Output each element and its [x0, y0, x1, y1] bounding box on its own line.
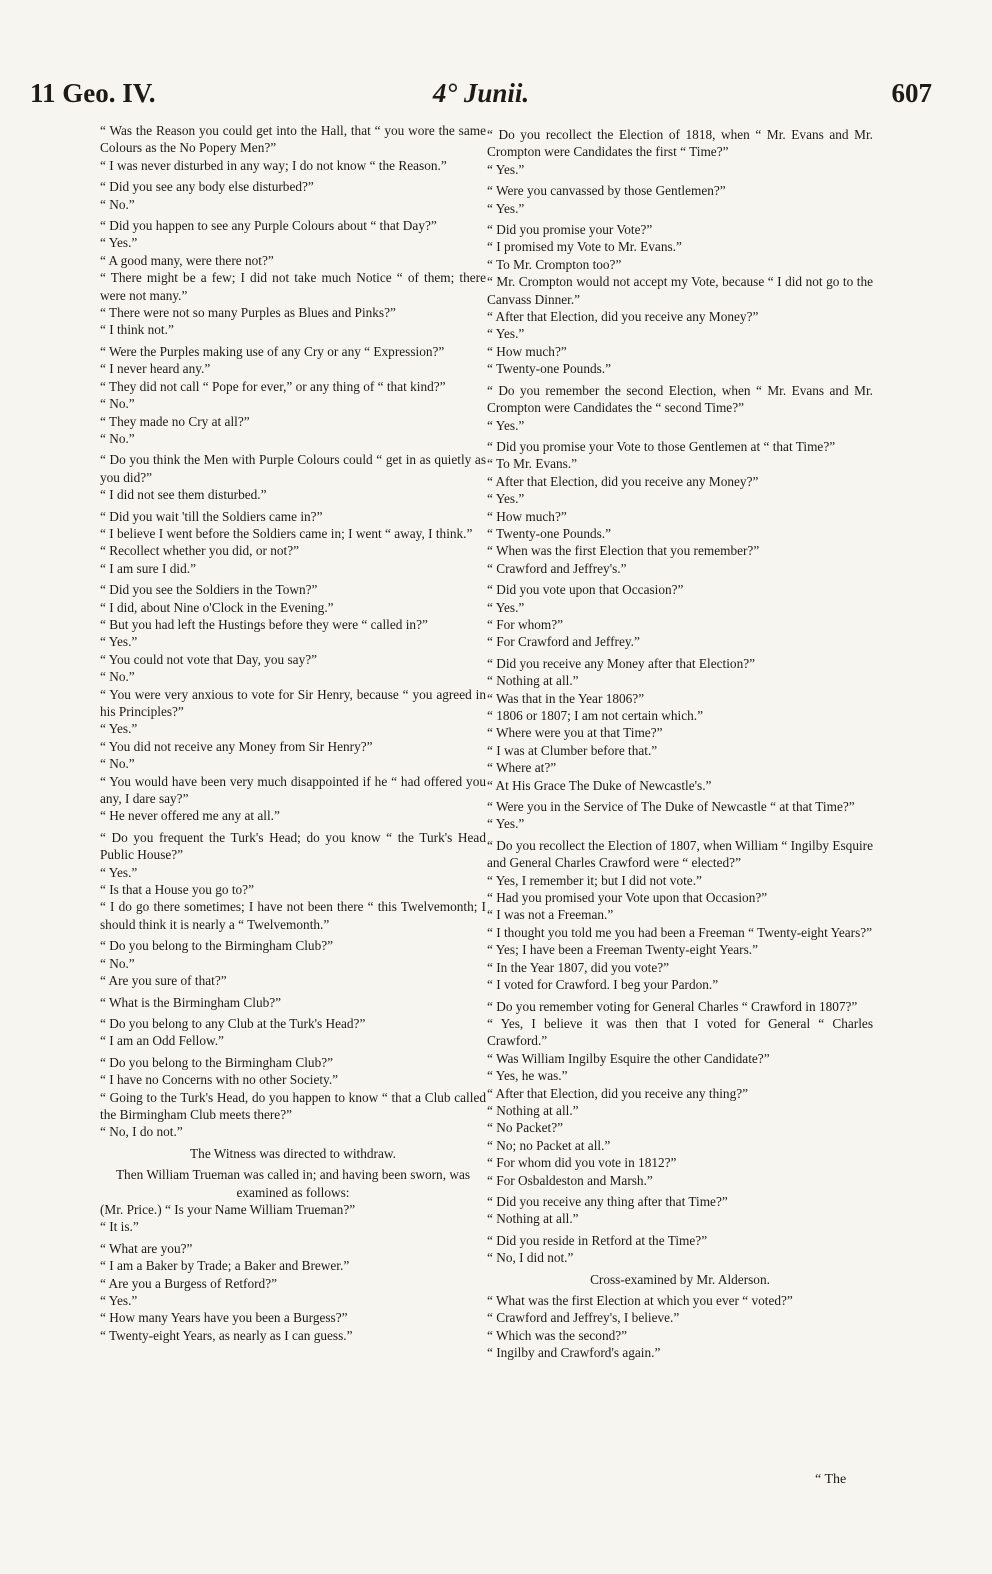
testimony-line: “ You would have been very much disappointed if he “ had offered you any, I dare say?”: [100, 773, 486, 807]
testimony-line: “ I have no Concerns with no other Society.”: [100, 1072, 339, 1088]
testimony-line: “ Twenty-eight Years, as nearly as I can guess.”: [100, 1327, 353, 1343]
testimony-line: “ Did you see any body else disturbed?”: [100, 179, 314, 195]
testimony-line: “ Yes.”: [100, 634, 138, 650]
testimony-line: “ I believe I went before the Soldiers came in; I went “ away, I think.”: [100, 525, 473, 541]
testimony-line: “ Were you canvassed by those Gentlemen?”: [487, 183, 726, 199]
testimony-line: “ No.”: [100, 756, 135, 772]
testimony-line: “ You could not vote that Day, you say?”: [100, 651, 318, 667]
testimony-line: “ What is the Birmingham Club?”: [100, 994, 282, 1010]
testimony-line: “ I am sure I did.”: [100, 560, 196, 576]
testimony-line: “ Recollect whether you did, or not?”: [100, 543, 300, 559]
testimony-line: “ Are you sure of that?”: [100, 973, 227, 989]
testimony-line: “ Are you a Burgess of Retford?”: [100, 1275, 277, 1291]
testimony-line: “ Do you remember the second Election, when “ Mr. Evans and Mr. Crompton were Candidates the “ second Time?”: [487, 382, 873, 416]
testimony-line: “ Do you remember voting for General Charles “ Crawford in 1807?”: [487, 998, 858, 1014]
testimony-line: “ Yes.”: [487, 417, 525, 433]
page-header: [30, 70, 932, 114]
testimony-line: “ I never heard any.”: [100, 361, 211, 377]
testimony-line: “ Had you promised your Vote upon that Occasion?”: [487, 890, 768, 906]
testimony-line: “ It is.”: [100, 1219, 139, 1235]
testimony-line: “ You were very anxious to vote for Sir Henry, because “ you agreed in his Principles?”: [100, 686, 486, 719]
testimony-line: “ I voted for Crawford. I beg your Pardon.”: [487, 977, 719, 993]
testimony-line: “ Yes.”: [487, 161, 525, 177]
testimony-line: “ They made no Cry at all?”: [100, 413, 250, 429]
testimony-line: “ Do you frequent the Turk's Head; do you know “ the Turk's Head Public House?”: [100, 829, 486, 863]
testimony-line: “ Do you recollect the Election of 1818, when “ Mr. Evans and Mr. Crompton were Candidates the first “ Time?”: [487, 127, 873, 160]
testimony-line: “ No, I do not.”: [100, 1124, 183, 1140]
testimony-line: “ Yes.”: [100, 1293, 138, 1308]
testimony-line: “ Did you wait 'till the Soldiers came in?”: [100, 508, 323, 524]
testimony-line: “ Mr. Crompton would not accept my Vote, because “ I did not go to the Canvass Dinner.”: [487, 274, 873, 307]
testimony-line: “ For Crawford and Jeffrey.”: [487, 634, 640, 650]
testimony-line: “ Yes.”: [487, 326, 525, 342]
testimony-line: “ There might be a few; I did not take much Notice “ of them; there were not many.”: [100, 270, 486, 303]
testimony-line: “ I did not see them disturbed.”: [100, 487, 267, 503]
right-column: [487, 122, 873, 1362]
testimony-line: “ I am an Odd Fellow.”: [100, 1033, 224, 1049]
testimony-line: “ Do you recollect the Election of 1807, when William “ Ingilby Esquire and General Charles Crawford were “ elected?”: [487, 837, 873, 871]
testimony-line: “ No.”: [100, 955, 135, 971]
testimony-line: “ I do go there sometimes; I have not been there “ this Twelvemonth; I should think it is nearly a “ Twelvemonth.”: [100, 899, 486, 932]
testimony-line: “ No.”: [100, 396, 135, 412]
testimony-line: “ Nothing at all.”: [487, 1211, 579, 1227]
testimony-line: “ No, I did not.”: [487, 1250, 574, 1266]
testimony-line: “ 1806 or 1807; I am not certain which.”: [487, 708, 704, 723]
testimony-line: “ When was the first Election that you remember?”: [487, 543, 760, 559]
testimony-line: “ Do you belong to any Club at the Turk's Head?”: [100, 1015, 366, 1031]
testimony-line: “ To Mr. Evans.”: [487, 456, 578, 472]
testimony-line: “ Yes, he was.”: [487, 1068, 568, 1084]
testimony-line: “ Did you happen to see any Purple Colours about “ that Day?”: [100, 218, 437, 234]
testimony-line: “ No Packet?”: [487, 1120, 564, 1136]
testimony-line: “ Twenty-one Pounds.”: [487, 525, 612, 541]
header-regnal-year: 11 Geo. IV.: [30, 78, 156, 108]
testimony-line: “ Ingilby and Crawford's again.”: [487, 1345, 661, 1361]
testimony-line: “ I think not.”: [100, 322, 174, 338]
testimony-line: “ Was William Ingilby Esquire the other Candidate?”: [487, 1050, 770, 1066]
testimony-line: “ Were the Purples making use of any Cry or any “ Expression?”: [100, 343, 445, 359]
testimony-line: “ They did not call “ Pope for ever,” or any thing of “ that kind?”: [100, 378, 446, 394]
testimony-line: “ I was never disturbed in any way; I do not know “ the Reason.”: [100, 157, 447, 173]
header-date: 4° Junii.: [432, 78, 530, 108]
testimony-line: “ Yes.”: [487, 599, 525, 615]
testimony-line: “ Yes.”: [487, 200, 525, 216]
testimony-line: “ I am a Baker by Trade; a Baker and Brewer.”: [100, 1258, 350, 1274]
testimony-line: “ Going to the Turk's Head, do you happen to know “ that a Club called the Birmingham Club meets there?”: [100, 1089, 486, 1122]
testimony-line: “ How much?”: [487, 508, 567, 524]
testimony-line: “ Nothing at all.”: [487, 1102, 579, 1118]
testimony-line: “ Nothing at all.”: [487, 673, 579, 689]
testimony-line: (Mr. Price.) “ Is your Name William Trueman?”: [100, 1201, 356, 1217]
testimony-line: “ No.”: [100, 669, 135, 685]
testimony-line: “ At His Grace The Duke of Newcastle's.”: [487, 777, 712, 793]
testimony-line: “ I was not a Freeman.”: [487, 907, 614, 923]
testimony-line: “ For whom did you vote in 1812?”: [487, 1155, 677, 1171]
testimony-line: “ Yes.”: [100, 864, 138, 880]
testimony-line: “ Do you belong to the Birmingham Club?”: [100, 938, 334, 954]
testimony-line: “ Where at?”: [487, 760, 557, 776]
testimony-line: “ Did you see the Soldiers in the Town?”: [100, 582, 318, 598]
testimony-line: “ How much?”: [487, 343, 567, 359]
testimony-line: “ I thought you told me you had been a Freeman “ Twenty-eight Years?”: [487, 924, 873, 940]
testimony-line: Then William Trueman was called in; and having been sworn, was examined as follows:: [115, 1167, 471, 1200]
testimony-line: “ Do you think the Men with Purple Colours could “ get in as quietly as you did?”: [100, 452, 486, 485]
testimony-line: Cross-examined by Mr. Alderson.: [590, 1271, 770, 1287]
testimony-line: “ In the Year 1807, did you vote?”: [487, 959, 670, 975]
testimony-line: “ What was the first Election at which you ever “ voted?”: [487, 1293, 793, 1308]
testimony-line: “ He never offered me any at all.”: [100, 808, 280, 824]
testimony-line: “ Was the Reason you could get into the Hall, that “ you wore the same Colours as the No Popery Men?”: [100, 123, 486, 156]
testimony-line: “ But you had left the Hustings before they were “ called in?”: [100, 616, 428, 632]
testimony-line: “ Yes, I remember it; but I did not vote.”: [487, 872, 702, 888]
testimony-line: “ After that Election, did you receive any Money?”: [487, 473, 759, 489]
testimony-line: “ Did you promise your Vote?”: [487, 222, 653, 238]
testimony-line: “ Yes; I have been a Freeman Twenty-eight Years.”: [487, 942, 758, 958]
testimony-line: “ No.”: [100, 430, 135, 446]
testimony-line: “ I promised my Vote to Mr. Evans.”: [487, 239, 682, 255]
testimony-line: “ Was that in the Year 1806?”: [487, 690, 645, 706]
testimony-line: “ Were you in the Service of The Duke of Newcastle “ at that Time?”: [487, 799, 855, 815]
testimony-line: “ No; no Packet at all.”: [487, 1137, 611, 1153]
testimony-line: “ Crawford and Jeffrey's, I believe.”: [487, 1310, 680, 1326]
testimony-line: “ For whom?”: [487, 616, 564, 632]
testimony-line: “ Which was the second?”: [487, 1327, 628, 1343]
testimony-line: “ For Osbaldeston and Marsh.”: [487, 1172, 653, 1188]
testimony-line: “ Yes.”: [100, 235, 138, 251]
testimony-line: “ No.”: [100, 196, 135, 212]
testimony-line: “ Did you vote upon that Occasion?”: [487, 582, 684, 598]
testimony-line: “ I was at Clumber before that.”: [487, 742, 658, 758]
testimony-line: “ Yes.”: [100, 721, 138, 737]
testimony-line: “ After that Election, did you receive any Money?”: [487, 309, 759, 325]
testimony-line: “ Do you belong to the Birmingham Club?”: [100, 1054, 334, 1070]
catchword: “ The: [815, 1472, 847, 1487]
page-number: 607: [891, 78, 932, 108]
testimony-line: “ I did, about Nine o'Clock in the Evening.”: [100, 599, 334, 615]
testimony-line: “ Yes, I believe it was then that I voted for General “ Charles Crawford.”: [487, 1015, 873, 1049]
testimony-line: “ To Mr. Crompton too?”: [487, 256, 622, 272]
testimony-line: “ Crawford and Jeffrey's.”: [487, 560, 627, 576]
left-column: [100, 122, 486, 1344]
testimony-line: “ You did not receive any Money from Sir Henry?”: [100, 738, 373, 754]
testimony-line: “ Is that a House you go to?”: [100, 882, 254, 898]
testimony-line: “ There were not so many Purples as Blues and Pinks?”: [100, 305, 396, 321]
testimony-line: “ How many Years have you been a Burgess?”: [100, 1310, 348, 1326]
testimony-line: “ Twenty-one Pounds.”: [487, 361, 612, 377]
testimony-line: The Witness was directed to withdraw.: [190, 1145, 396, 1161]
testimony-line: “ What are you?”: [100, 1240, 193, 1256]
testimony-line: “ Yes.”: [487, 491, 525, 507]
testimony-line: “ Yes.”: [487, 816, 525, 832]
testimony-line: “ Did you promise your Vote to those Gentlemen at “ that Time?”: [487, 438, 836, 454]
testimony-line: “ Did you receive any thing after that Time?”: [487, 1193, 728, 1209]
testimony-line: “ Where were you at that Time?”: [487, 725, 663, 741]
testimony-line: “ Did you reside in Retford at the Time?”: [487, 1232, 708, 1248]
testimony-line: “ A good many, were there not?”: [100, 252, 274, 268]
testimony-line: “ Did you receive any Money after that Election?”: [487, 655, 756, 671]
testimony-line: “ After that Election, did you receive any thing?”: [487, 1085, 749, 1101]
